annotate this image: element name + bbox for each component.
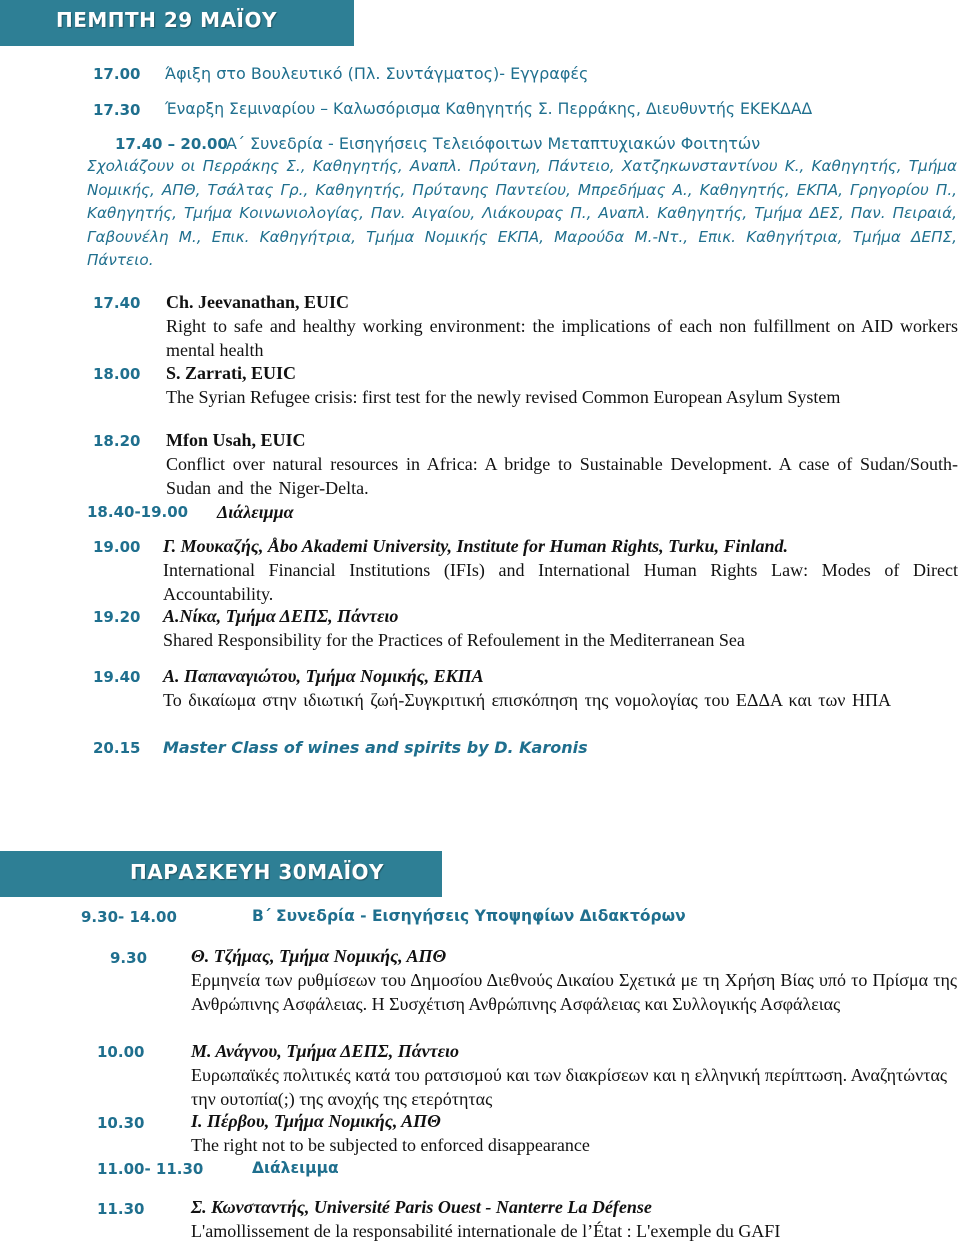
talk-title: Το δικαίωμα στην ιδιωτική ζωή-Συγκριτική επισκόπηση της νομολογίας του ΕΔΔΑ και των ΗΠΑ	[163, 690, 891, 710]
speaker: Σ. Κωνσταντής, Université Paris Ouest - Nanterre La Défense	[191, 1197, 652, 1217]
talk-title: Ευρωπαϊκές πολιτικές κατά του ρατσισμού και των διακρίσεων και η ελληνική περίπτωση. Αναζητώντας την ουτοπία(;) της ανοχής της ετερότητας	[191, 1065, 948, 1109]
session-title: Α΄ Συνεδρία - Εισηγήσεις Τελειόφοιτων Μεταπτυχιακών Φοιτητών	[226, 134, 761, 153]
speaker: Γ. Μουκαζής, Åbo Akademi University, Institute for Human Rights, Turku, Finland.	[163, 536, 788, 556]
talk-title: Right to safe and healthy working environment: the implications of each non fulfillment on AID workers mental health	[166, 316, 958, 360]
speaker: Θ. Τζήμας, Τμήμα Νομικής, ΑΠΘ	[191, 946, 447, 966]
commentators-paragraph: Σχολιάζουν οι Περράκης Σ., Καθηγητής, Αναπλ. Πρύτανη, Πάντειο, Χατζηκωνσταντίνου Κ., Καθηγητής, Τμήμα Νομικής, ΑΠΘ, Τσάλτας Γρ., Καθηγητής, Πρύτανης Παντείου, Μπρεδήμας Α., Καθηγητής, ΕΚΠΑ, Γρηγορίου Π., Καθηγητής, Τμήμα Κοινωνιολογίας, Παν. Αιγαίου, Λιάκουρας Π., Αναπλ. Καθηγητής, Τμήμα ΔΕΣ, Παν. Πειραιά, Γαβουνέλη Μ., Επικ. Καθηγήτρια, Τμήμα Νομικής ΕΚΠΑ, Μαρούδα Μ.-Ντ., Επικ. Καθηγήτρια, Τμήμα ΔΕΠΣ, Πάντειο.	[87, 157, 957, 269]
session-title: Β΄ Συνεδρία - Εισηγήσεις Υποψηφίων Διδακτόρων	[252, 907, 686, 925]
time-slot: 19.40	[93, 668, 141, 686]
session-time: 9.30- 14.00	[81, 908, 177, 926]
closing-event: Master Class of wines and spirits by D. Karonis	[163, 738, 588, 757]
speaker: Ι. Πέρβου, Τμήμα Νομικής, ΑΠΘ	[191, 1111, 441, 1131]
schedule-item: Έναρξη Σεμιναρίου – Καλωσόρισμα Καθηγητής Σ. Περράκης, Διευθυντής ΕΚΕΚΔΑΔ	[165, 100, 813, 118]
break-label: Διάλειμμα	[252, 1159, 339, 1177]
time-slot: 19.20	[93, 608, 141, 626]
talk-title: The right not to be subjected to enforced disappearance	[191, 1135, 590, 1155]
talk-title: Conflict over natural resources in Africa: A bridge to Sustainable Development. A case of Sudan/South-Sudan and the Niger-Delta.	[166, 454, 958, 498]
break-time: 11.00- 11.30	[97, 1160, 204, 1178]
time-slot: 10.00	[97, 1043, 145, 1061]
day-banner-friday	[0, 851, 442, 897]
time-slot: 17.40	[93, 294, 141, 312]
speaker: Mfon Usah, EUIC	[166, 430, 306, 450]
speaker: Ch. Jeevanathan, EUIC	[166, 292, 350, 312]
speaker: S. Zarrati, EUIC	[166, 363, 296, 383]
break-label: Διάλειμμα	[217, 502, 294, 522]
talk-title: L'amollissement de la responsabilité internationale de l’État : L'exemple du GAFI	[191, 1221, 781, 1241]
talk-title: International Financial Institutions (IFIs) and International Human Rights Law: Modes of Direct Accountability.	[163, 560, 958, 604]
time-slot: 17.00	[93, 65, 141, 83]
speaker: Α. Παπαναγιώτου, Τμήμα Νομικής, ΕΚΠΑ	[163, 666, 484, 686]
time-slot: 18.20	[93, 432, 141, 450]
day-banner-thursday	[0, 0, 354, 46]
time-slot: 9.30	[110, 949, 148, 967]
day-title: ΠΑΡΑΣΚΕΥΗ 30ΜΑΪΟΥ	[130, 860, 384, 884]
day-title: ΠΕΜΠΤΗ 29 ΜΑΪΟΥ	[56, 8, 277, 32]
break-time: 18.40-19.00	[87, 503, 189, 521]
time-slot: 18.00	[93, 365, 141, 383]
time-slot: 17.30	[93, 101, 141, 119]
speaker: Α.Νίκα, Τμήμα ΔΕΠΣ, Πάντειο	[163, 606, 399, 626]
schedule-item: Άφιξη στο Βουλευτικό (Πλ. Συντάγματος)- Εγγραφές	[165, 64, 589, 83]
time-slot: 11.30	[97, 1200, 145, 1218]
time-slot: 20.15	[93, 739, 141, 757]
talk-title: The Syrian Refugee crisis: first test for the newly revised Common European Asylum System	[166, 387, 841, 407]
talk-title: Shared Responsibility for the Practices of Refoulement in the Mediterranean Sea	[163, 630, 745, 650]
talk-title: Ερμηνεία των ρυθμίσεων του Δημοσίου Διεθνούς Δικαίου Σχετικά με τη Χρήση Βίας υπό το Πρίσμα της Ανθρώπινης Ασφάλειας. Η Συσχέτιση Ανθρώπινης Ασφάλειας και Συλλογικής Ασφάλειας	[191, 970, 957, 1014]
time-slot: 19.00	[93, 538, 141, 556]
session-time: 17.40 – 20.00	[115, 135, 228, 153]
time-slot: 10.30	[97, 1114, 145, 1132]
speaker: Μ. Ανάγνου, Τμήμα ΔΕΠΣ, Πάντειο	[191, 1041, 460, 1061]
